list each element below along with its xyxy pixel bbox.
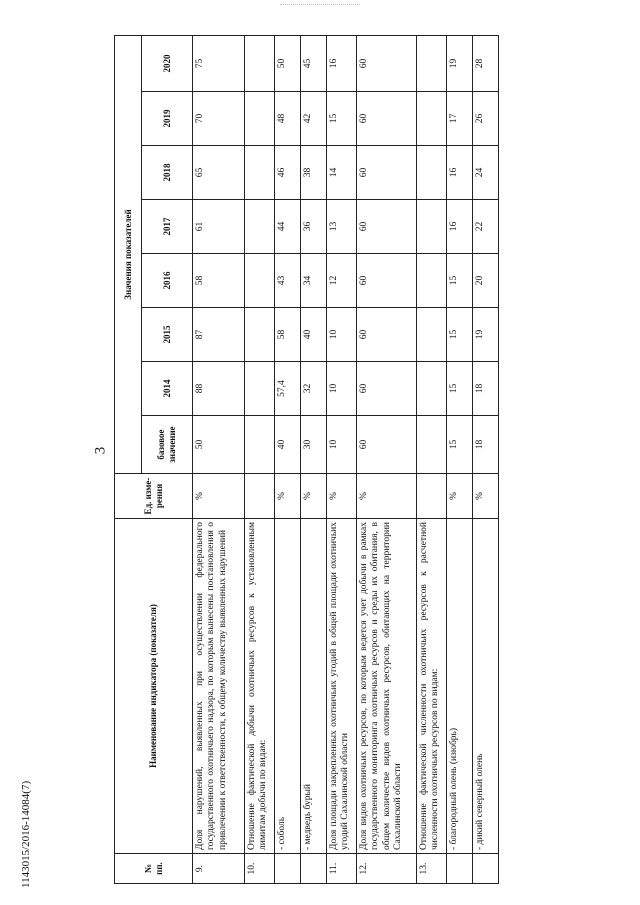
value-cell [417, 308, 447, 362]
value-cell: 15 [327, 92, 357, 146]
value-cell: 48 [275, 92, 301, 146]
value-cell: 13 [327, 200, 357, 254]
value-cell: 43 [275, 254, 301, 308]
table-row [275, 35, 301, 883]
header-year: 2019 [142, 92, 193, 146]
value-cell: 87 [193, 308, 245, 362]
value-cell: 16 [447, 200, 473, 254]
row-number [447, 854, 473, 884]
value-cell: 44 [275, 200, 301, 254]
page-number: 3 [92, 446, 109, 455]
value-cell: 60 [357, 362, 417, 416]
header-name: Наименование индикатора (показателя) [115, 519, 193, 854]
value-cell: 38 [301, 146, 327, 200]
row-number: 12. [357, 854, 417, 884]
value-cell: 42 [301, 92, 327, 146]
table-row [357, 35, 417, 883]
value-cell: 10 [327, 308, 357, 362]
value-cell: 57,4 [275, 362, 301, 416]
header-base: базовое значение [142, 416, 193, 474]
table-row [327, 35, 357, 883]
unit-cell [245, 474, 275, 519]
table-row [417, 35, 447, 883]
value-cell: 50 [275, 35, 301, 91]
indicator-name: - дикий северный олень [473, 519, 499, 854]
table-row [447, 35, 473, 883]
value-cell [245, 35, 275, 91]
value-cell: 15 [447, 308, 473, 362]
value-cell: 28 [473, 35, 499, 91]
value-cell [417, 200, 447, 254]
indicator-name: Доля площади закрепленных охотничьих угодий в общей площади охотничьих угодий Сахалинской области [327, 519, 357, 854]
unit-cell: % [473, 474, 499, 519]
header-year: 2016 [142, 254, 193, 308]
base-value: 30 [301, 416, 327, 474]
base-value: 10 [327, 416, 357, 474]
value-cell: 60 [357, 200, 417, 254]
value-cell [245, 362, 275, 416]
value-cell: 60 [357, 146, 417, 200]
value-cell: 34 [301, 254, 327, 308]
value-cell: 16 [327, 35, 357, 91]
value-cell: 60 [357, 92, 417, 146]
value-cell [245, 200, 275, 254]
unit-cell: % [447, 474, 473, 519]
indicator-name: - медведь бурый [301, 519, 327, 854]
value-cell: 19 [447, 35, 473, 91]
value-cell: 61 [193, 200, 245, 254]
header-year: 2015 [142, 308, 193, 362]
table-row [193, 35, 245, 883]
document-code: 1143015/2016-14084(7) [20, 780, 32, 888]
value-cell: 60 [357, 35, 417, 91]
value-cell: 10 [327, 362, 357, 416]
header-no: № пп. [115, 854, 193, 884]
value-cell: 26 [473, 92, 499, 146]
header-year: 2018 [142, 146, 193, 200]
value-cell: 15 [447, 362, 473, 416]
indicator-name: Доля видов охотничьих ресурсов, по которым ведется учет добычи в рамках государственного мониторинга охотничьих ресурсов и среды их обитания, в общем количестве видов охотничьих ресурсов, обитающих на территории Сахалинской области [357, 519, 417, 854]
unit-cell: % [193, 474, 245, 519]
value-cell: 20 [473, 254, 499, 308]
header-unit: Ед. изме-рения [115, 474, 193, 519]
unit-cell: % [357, 474, 417, 519]
value-cell: 32 [301, 362, 327, 416]
value-cell: 24 [473, 146, 499, 200]
value-cell [417, 92, 447, 146]
header-year: 2020 [142, 35, 193, 91]
value-cell: 88 [193, 362, 245, 416]
base-value [417, 416, 447, 474]
value-cell: 75 [193, 35, 245, 91]
unit-cell [417, 474, 447, 519]
indicator-name: - благородный олень (изюбрь) [447, 519, 473, 854]
value-cell [417, 362, 447, 416]
base-value [245, 416, 275, 474]
value-cell: 60 [357, 308, 417, 362]
base-value: 40 [275, 416, 301, 474]
value-cell: 18 [473, 362, 499, 416]
value-cell [417, 254, 447, 308]
header-year: 2017 [142, 200, 193, 254]
indicators-table-container [114, 36, 504, 884]
value-cell: 19 [473, 308, 499, 362]
value-cell: 14 [327, 146, 357, 200]
header-values-group: Значения показателей [115, 35, 142, 473]
value-cell: 58 [193, 254, 245, 308]
table-row [245, 35, 275, 883]
base-value: 18 [473, 416, 499, 474]
value-cell: 60 [357, 254, 417, 308]
row-number: 10. [245, 854, 275, 884]
base-value: 60 [357, 416, 417, 474]
row-number: 13. [417, 854, 447, 884]
row-number: 9. [193, 854, 245, 884]
value-cell: 17 [447, 92, 473, 146]
value-cell [245, 92, 275, 146]
value-cell: 45 [301, 35, 327, 91]
row-number: 11. [327, 854, 357, 884]
value-cell [417, 146, 447, 200]
row-number [275, 854, 301, 884]
value-cell: 65 [193, 146, 245, 200]
value-cell: 16 [447, 146, 473, 200]
value-cell: 15 [447, 254, 473, 308]
unit-cell: % [327, 474, 357, 519]
indicator-name: Отношение фактической добычи охотничьих ресурсов к установленным лимитам добычи по видам: [245, 519, 275, 854]
value-cell [417, 35, 447, 91]
table-row [473, 35, 499, 883]
base-value: 50 [193, 416, 245, 474]
value-cell: 40 [301, 308, 327, 362]
row-number [473, 854, 499, 884]
value-cell: 22 [473, 200, 499, 254]
table-row [301, 35, 327, 883]
value-cell: 58 [275, 308, 301, 362]
value-cell: 70 [193, 92, 245, 146]
value-cell [245, 254, 275, 308]
value-cell [245, 146, 275, 200]
indicator-name: Отношение фактической численности охотничьих ресурсов к расчетной численности охотничьих ресурсов по видам: [417, 519, 447, 854]
header-year: 2014 [142, 362, 193, 416]
indicators-table [114, 35, 499, 884]
row-number [301, 854, 327, 884]
value-cell [245, 308, 275, 362]
indicator-name: Доля нарушений, выявленных при осуществлении федерального государственного охотничьего надзора, по которым вынесены постановления о привлечении к ответственности, к общему количеству выявленных нарушений [193, 519, 245, 854]
value-cell: 36 [301, 200, 327, 254]
value-cell: 46 [275, 146, 301, 200]
scan-artifact [280, 4, 360, 8]
unit-cell: % [301, 474, 327, 519]
indicator-name: - соболь [275, 519, 301, 854]
base-value: 15 [447, 416, 473, 474]
value-cell: 12 [327, 254, 357, 308]
unit-cell: % [275, 474, 301, 519]
